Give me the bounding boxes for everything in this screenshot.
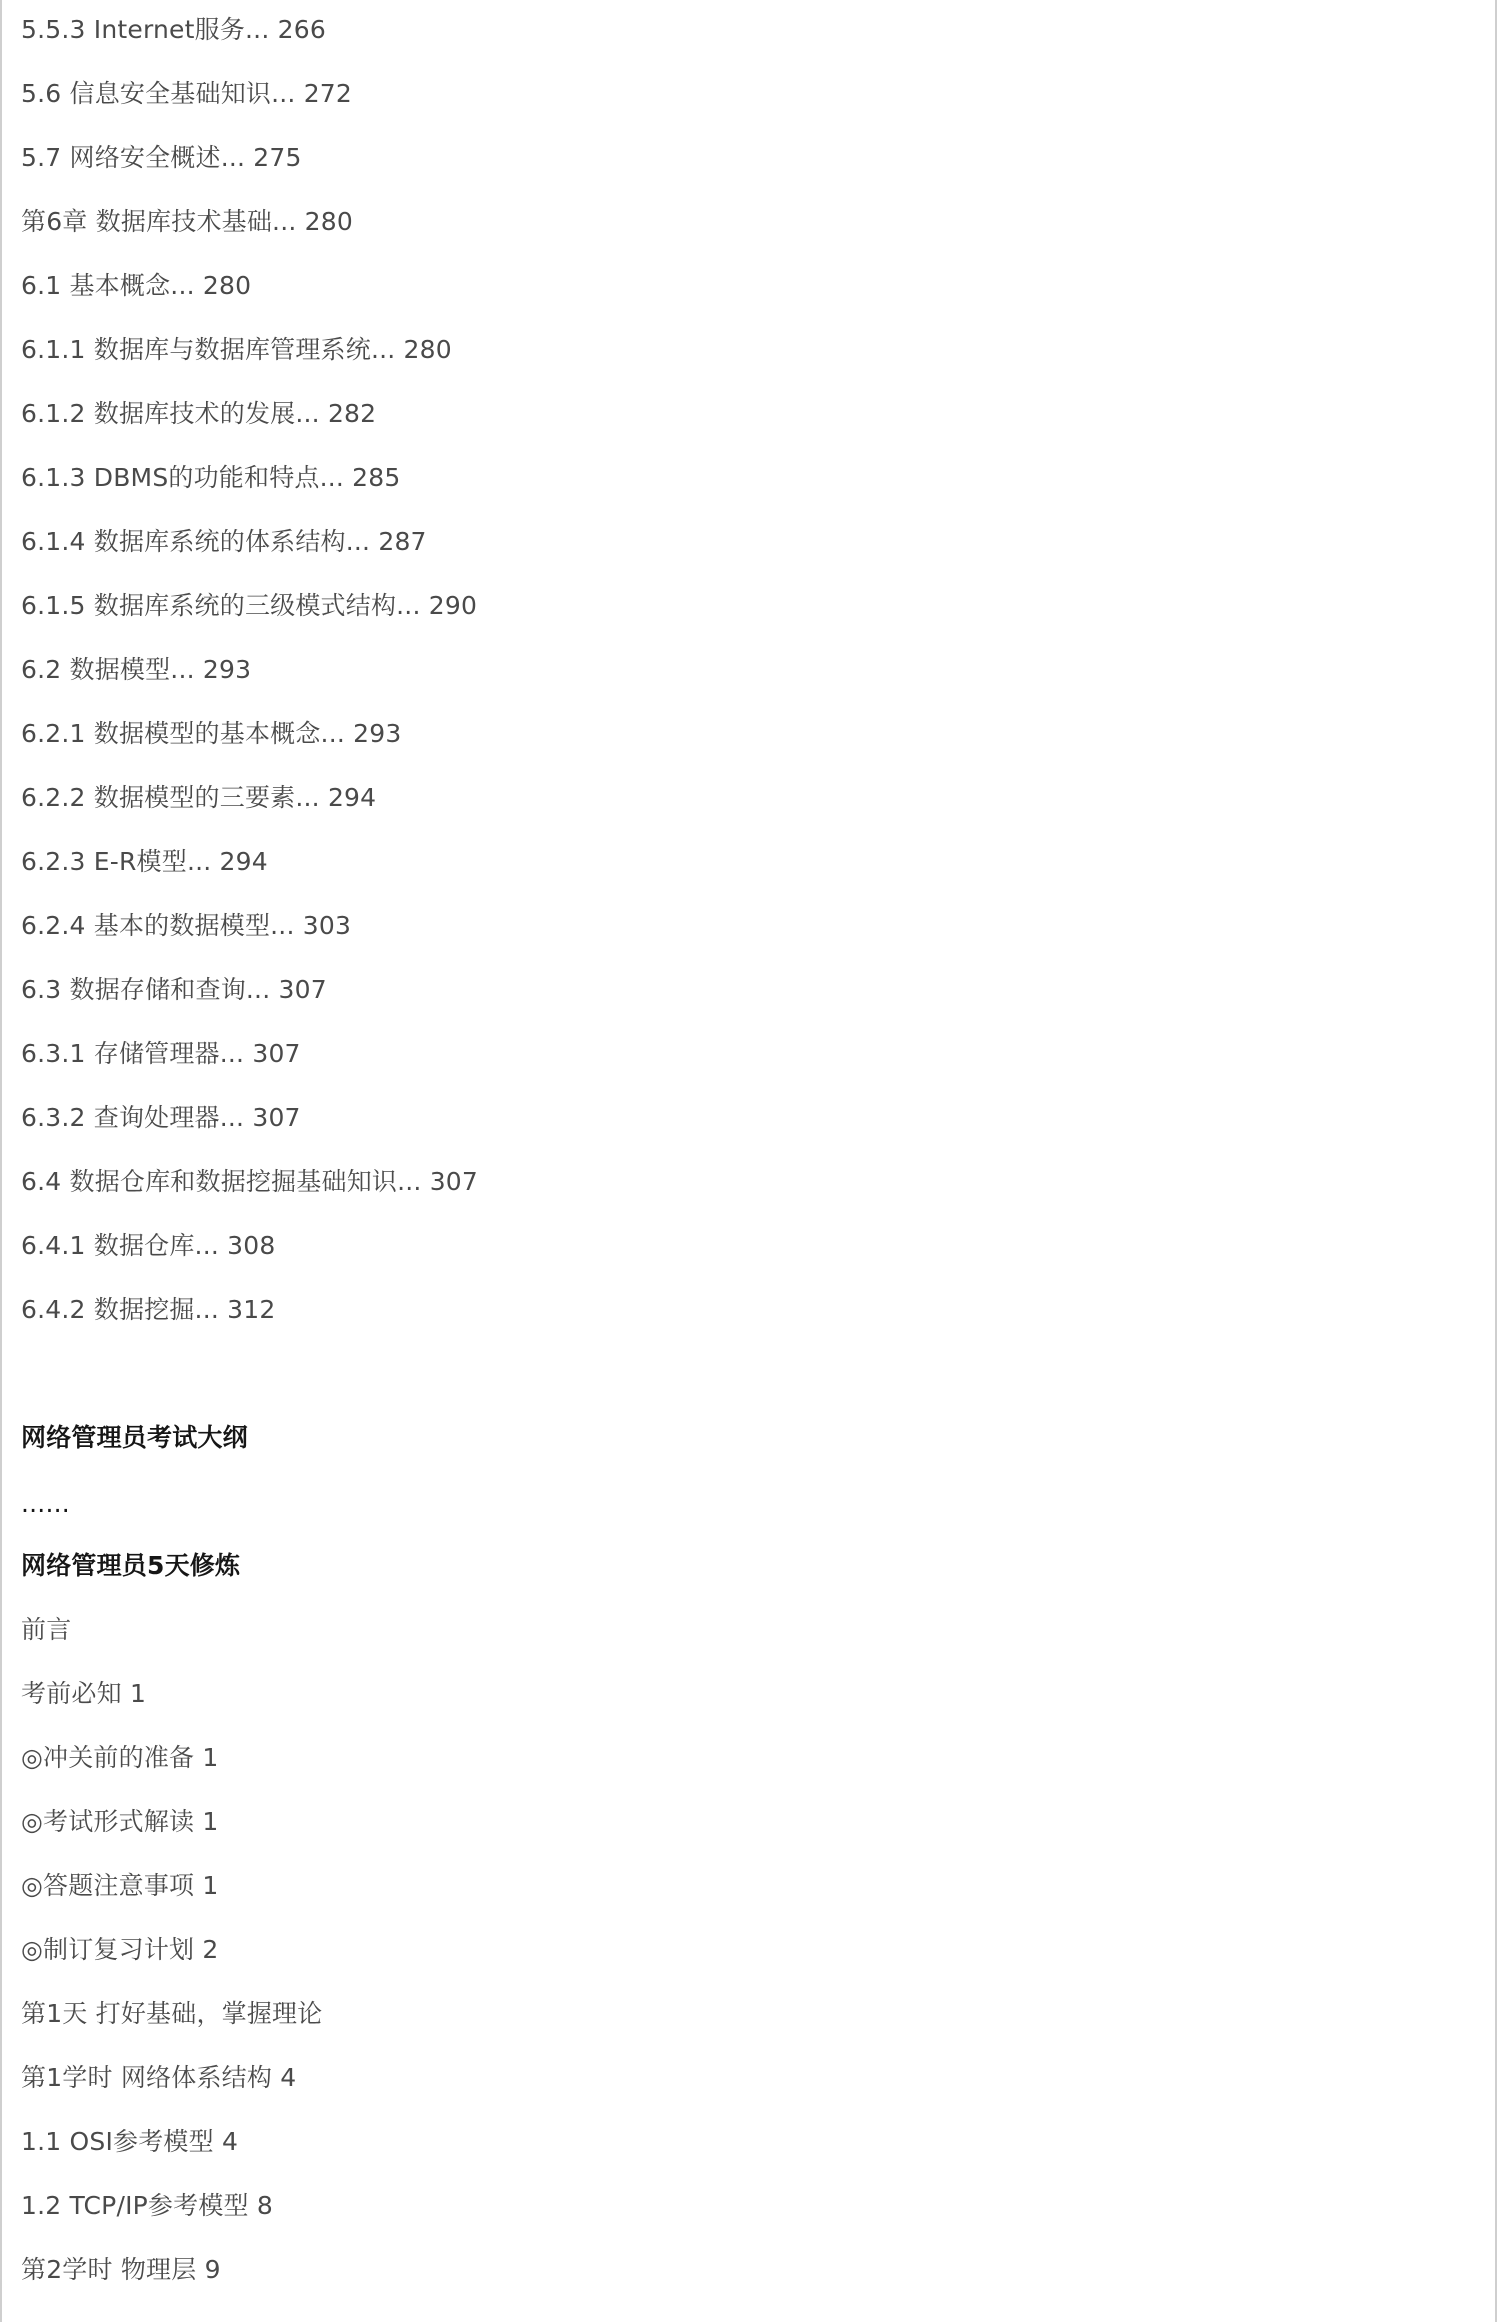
toc-entry-6-1-4: 6.1.4 数据库系统的体系结构... 287	[21, 527, 427, 556]
toc-entry-5-6: 5.6 信息安全基础知识... 272	[21, 79, 353, 108]
toc-entry-hour-1: 第1学时 网络体系结构 4	[21, 2063, 297, 2092]
toc-entry-1-2: 1.2 TCP/IP参考模型 8	[21, 2191, 273, 2220]
toc-entry-5-5-3: 5.5.3 Internet服务... 266	[21, 15, 326, 44]
toc-entry-6-3: 6.3 数据存储和查询... 307	[21, 975, 327, 1004]
toc-entry-6-1-3: 6.1.3 DBMS的功能和特点... 285	[21, 463, 401, 492]
toc-entry-hour-2: 第2学时 物理层 9	[21, 2255, 221, 2284]
toc-entry-6-1-5: 6.1.5 数据库系统的三级模式结构... 290	[21, 591, 478, 620]
toc-entry-5-7: 5.7 网络安全概述... 275	[21, 143, 302, 172]
toc-entry-6-1-2: 6.1.2 数据库技术的发展... 282	[21, 399, 377, 428]
toc-entry-preface: 前言	[21, 1615, 72, 1644]
toc-entry-6-2-1: 6.2.1 数据模型的基本概念... 293	[21, 719, 402, 748]
toc-entry-answer-notes: ◎答题注意事项 1	[21, 1871, 219, 1900]
toc-entry-1-1: 1.1 OSI参考模型 4	[21, 2127, 239, 2156]
toc-entry-exam-format: ◎考试形式解读 1	[21, 1807, 219, 1836]
section-heading-5-day-course: 网络管理员5天修炼	[21, 1551, 241, 1580]
toc-entry-6-4: 6.4 数据仓库和数据挖掘基础知识... 307	[21, 1167, 479, 1196]
toc-entry-6-4-1: 6.4.1 数据仓库... 308	[21, 1231, 276, 1260]
toc-entry-6-2-3: 6.2.3 E-R模型... 294	[21, 847, 268, 876]
toc-entry-6-2-4: 6.2.4 基本的数据模型... 303	[21, 911, 352, 940]
toc-entry-6-1: 6.1 基本概念... 280	[21, 271, 252, 300]
toc-entry-preparation: ◎冲关前的准备 1	[21, 1743, 219, 1772]
toc-entry-6-3-1: 6.3.1 存储管理器... 307	[21, 1039, 301, 1068]
toc-entry-chapter-6: 第6章 数据库技术基础... 280	[21, 207, 353, 236]
toc-entry-exam-essentials: 考前必知 1	[21, 1679, 147, 1708]
toc-entry-6-4-2: 6.4.2 数据挖掘... 312	[21, 1295, 276, 1324]
toc-entry-6-3-2: 6.3.2 查询处理器... 307	[21, 1103, 301, 1132]
toc-entry-6-2: 6.2 数据模型... 293	[21, 655, 252, 684]
section-heading-exam-syllabus: 网络管理员考试大纲	[21, 1423, 248, 1452]
toc-entry-6-2-2: 6.2.2 数据模型的三要素... 294	[21, 783, 377, 812]
ellipsis-text: ......	[21, 1489, 70, 1518]
toc-entry-6-1-1: 6.1.1 数据库与数据库管理系统... 280	[21, 335, 452, 364]
toc-entry-day-1: 第1天 打好基础，掌握理论	[21, 1999, 323, 2028]
toc-entry-review-plan: ◎制订复习计划 2	[21, 1935, 219, 1964]
